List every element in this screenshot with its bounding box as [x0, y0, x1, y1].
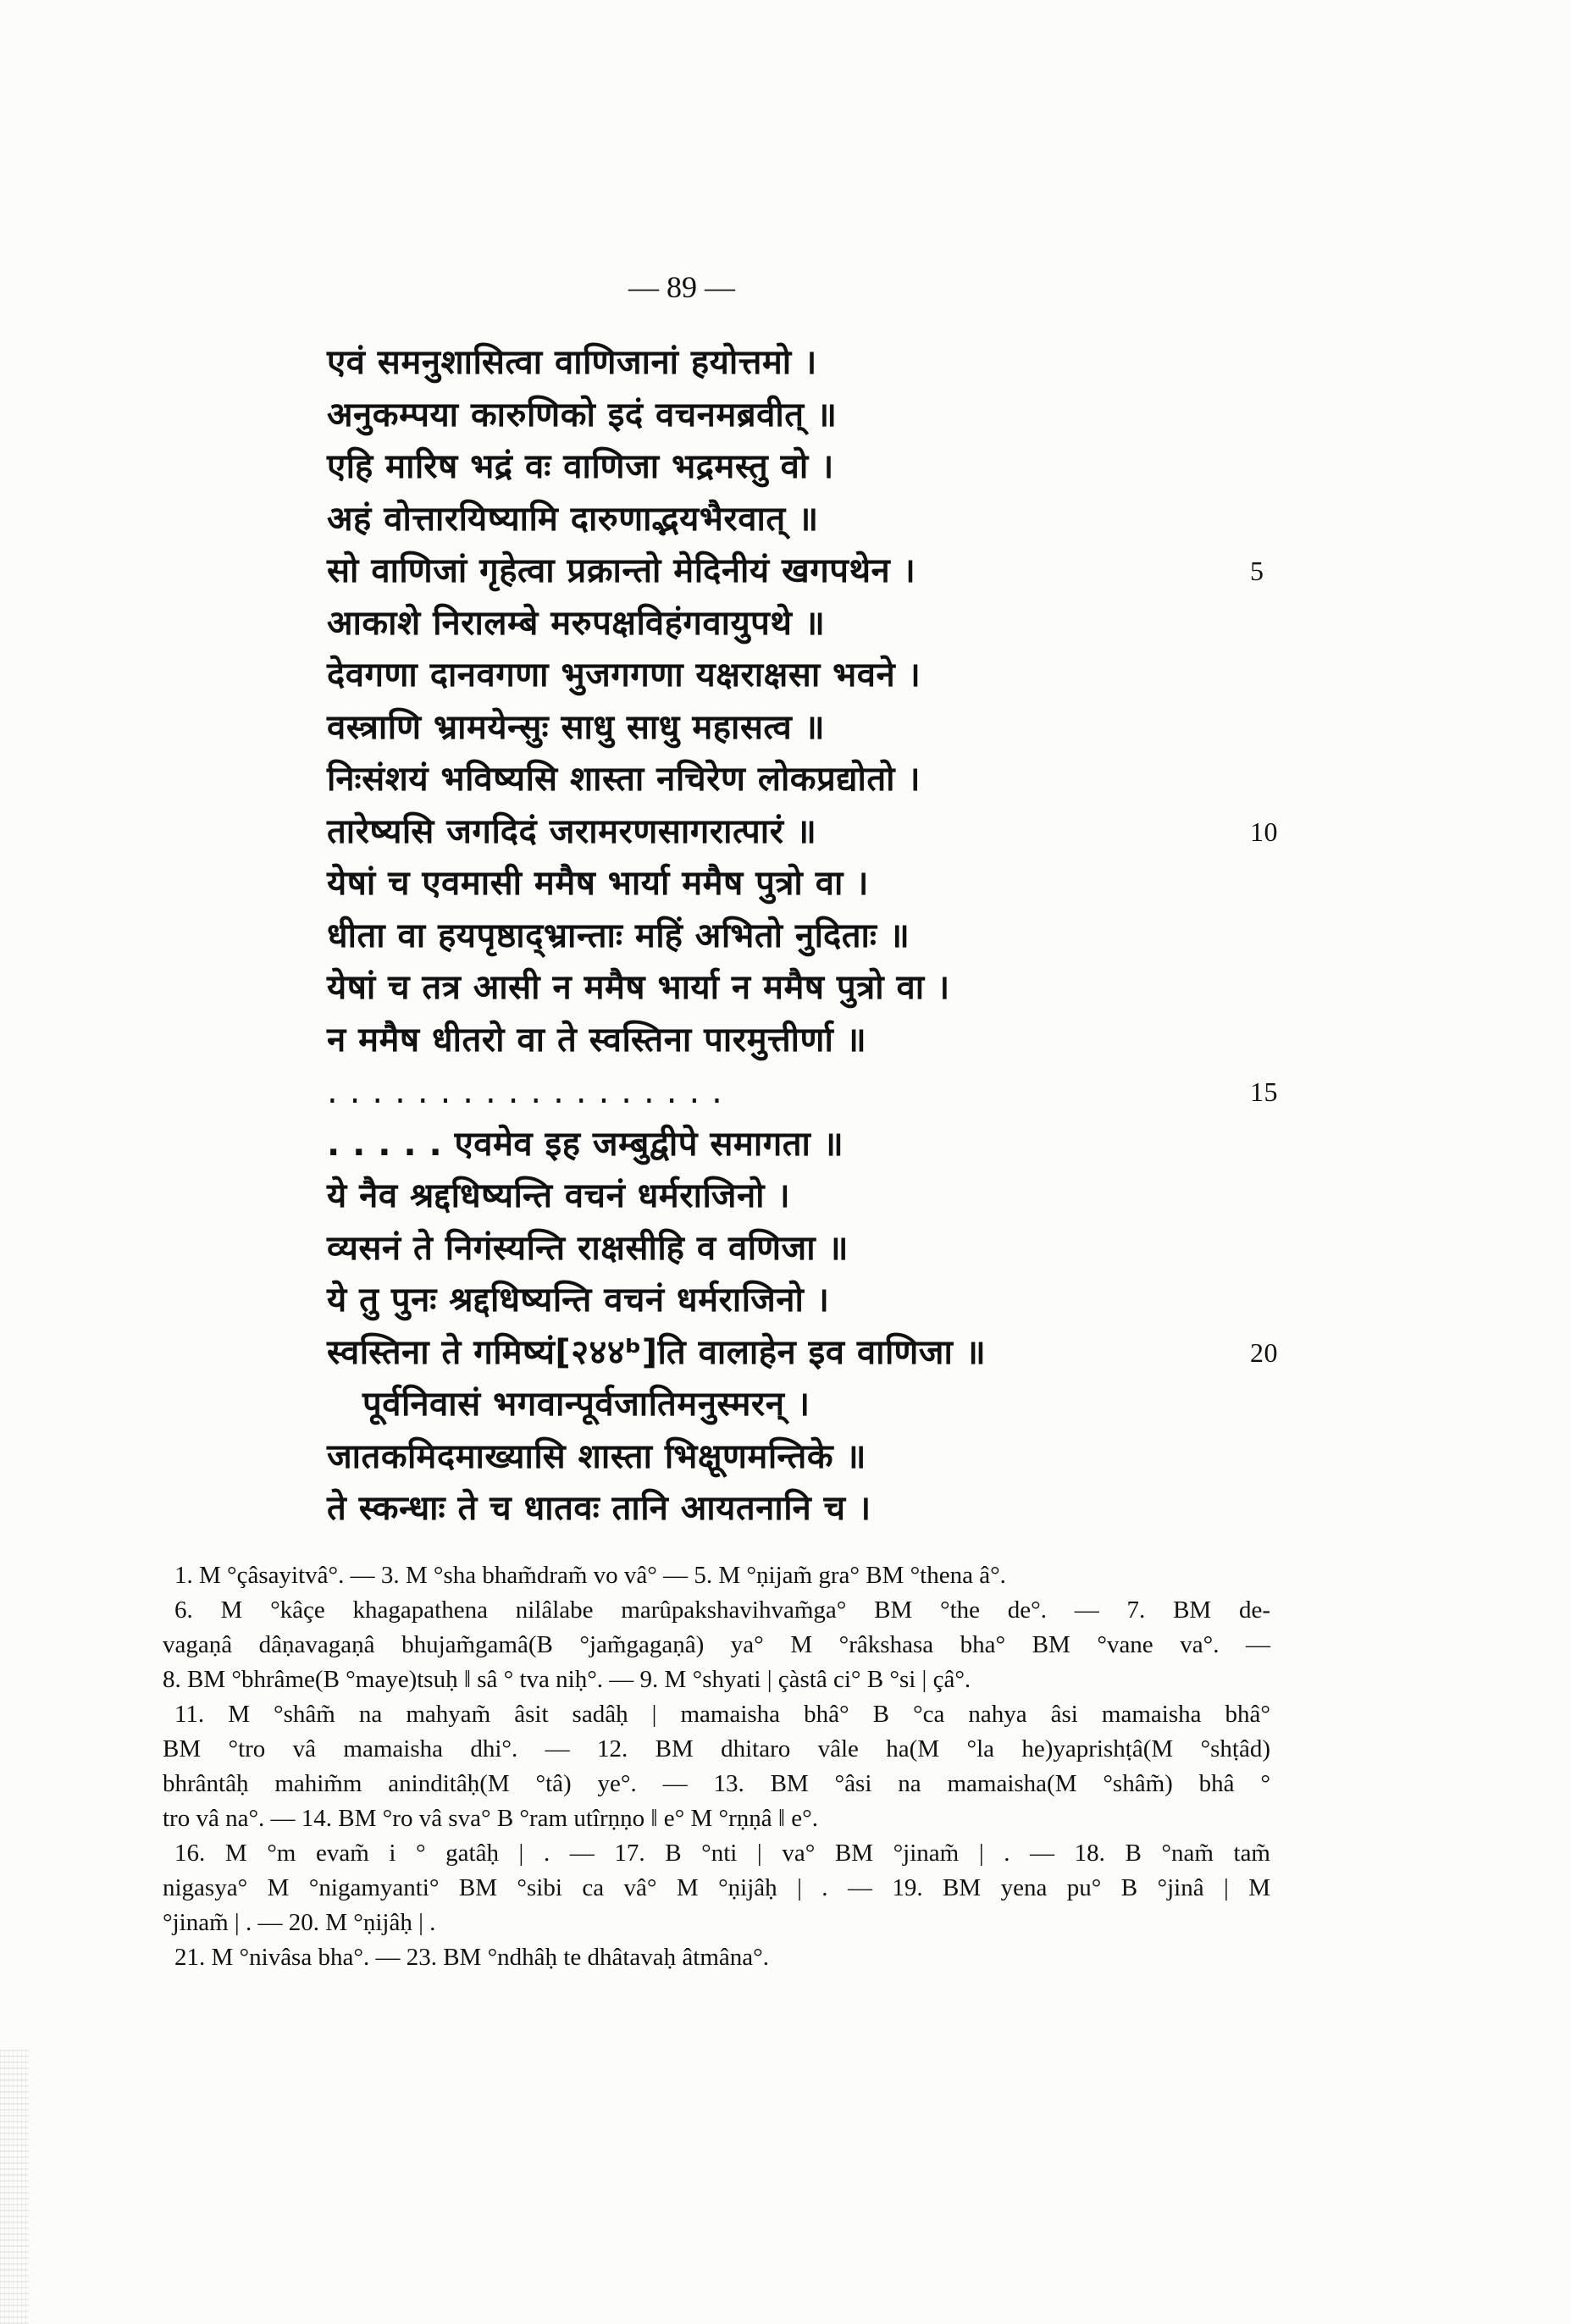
verse-line: [327, 1170, 1292, 1223]
verse-line: [327, 1431, 1292, 1484]
verse-text: सो वाणिजां गृहेत्वा प्रक्रान्तो मेदिनीयं खगपथेन ।: [327, 551, 916, 590]
verse-text: न ममैष धीतरो वा ते स्वस्तिना पारमुत्तीर्णा ॥: [327, 1020, 867, 1060]
footnote-line: vagaṇâ dâṇavagaṇâ bhujam̃gamâ(B °jam̃gagaṇâ) ya° M °râkshasa bha° BM °vane va°. —: [163, 1631, 1270, 1658]
verse-text: पूर्वनिवासं भगवान्पूर्वजातिमनुस्मरन् ।: [362, 1385, 810, 1424]
verse-text: एहि मारिष भद्रं वः वाणिजा भद्रमस्तु वो ।: [327, 447, 834, 486]
verse-line: [327, 1066, 1292, 1119]
verse-text: ..................: [327, 1072, 734, 1111]
verse-text: व्यसनं ते निगंस्यन्ति राक्षसीहि व वणिजा ॥: [327, 1228, 849, 1268]
verse-text: स्वस्तिना ते गमिष्यं[२४४ᵇ]ति वालाहेन इव वाणिजा ॥: [327, 1332, 987, 1372]
footnote-line: 11. M °shâm̃ na mahyam̃ âsit sadâḥ | mamaisha bhâ° B °ca nahya âsi mamaisha bhâ°: [174, 1701, 1270, 1728]
verse-line: [327, 494, 1292, 546]
verse-line: [327, 858, 1292, 910]
footnote-line: 6. M °kâçe khagapathena nilâlabe marûpakshavihvam̃ga° BM °the de°. — 7. BM de-: [174, 1596, 1270, 1624]
line-number: 5: [1250, 556, 1264, 586]
verse-line: [327, 910, 1292, 963]
footnote-line: 21. M °nivâsa bha°. — 23. BM °ndhâḥ te dhâtavaḥ âtmâna°.: [174, 1944, 769, 1971]
footnote-line: nigasya° M °nigamyanti° BM °sibi ca vâ° M °ṇijâḥ | . — 19. BM yena pu° B °jinâ | M: [163, 1874, 1270, 1901]
footnote-line: 16. M °m evam̃ i ° gatâḥ | . — 17. B °nti | va° BM °jinam̃ | . — 18. B °nam̃ tam̃: [174, 1840, 1270, 1867]
verse-line: [327, 806, 1292, 859]
verse-line: [327, 1275, 1292, 1327]
verse-text: एवं समनुशासित्वा वाणिजानां हयोत्तमो ।: [327, 343, 817, 382]
verse-line: [327, 1223, 1292, 1275]
footnote-line: 8. BM °bhrâme(B °maye)tsuḥ ‖ sâ ° tva niḥ°. — 9. M °shyati | çàstâ ci° B °si | çâ°.: [163, 1666, 971, 1693]
footnote-line: BM °tro vâ mamaisha dhi°. — 12. BM dhitaro vâle ha(M °la he)yaprishṭâ(M °shṭâd): [163, 1735, 1270, 1762]
line-number: 10: [1250, 816, 1278, 847]
verse-text: . . . . . एवमेव इह जम्बुद्वीपे समागता ॥: [327, 1124, 844, 1164]
verse-text: येषां च एवमासी ममैष भार्या ममैष पुत्रो वा ।: [327, 864, 869, 903]
verse-text: जातकमिदमाख्यासि शास्ता भिक्षूणमन्तिके ॥: [327, 1436, 866, 1476]
verse-line: [327, 390, 1292, 442]
verse-line: [327, 702, 1292, 755]
verse-block: [327, 337, 1292, 1536]
verse-text: तारेष्यसि जगदिदं जरामरणसागरात्पारं ॥: [327, 811, 817, 851]
verse-line: [327, 1483, 1292, 1536]
footnote-line: °jinam̃ | . — 20. M °ṇijâḥ | .: [163, 1909, 436, 1936]
line-number: 15: [1250, 1076, 1278, 1107]
verse-text: धीता वा हयपृष्ठाद्भ्रान्ताः महिं अभितो नुदिताः ॥: [327, 916, 910, 955]
page-number: — 89 —: [628, 270, 735, 304]
footnotes-block: [163, 1558, 1270, 1975]
verse-line: [327, 441, 1292, 494]
verse-line: [327, 545, 1292, 598]
footnote-line: tro vâ na°. — 14. BM °ro vâ sva° B °ram utîrṇṇo ‖ e° M °rṇṇâ ‖ e°.: [163, 1805, 818, 1832]
verse-text: देवगणा दानवगणा भुजगगणा यक्षराक्षसा भवने ।: [327, 656, 921, 694]
verse-line: [327, 754, 1292, 806]
verse-text: अहं वोत्तारयिष्यामि दारुणाद्भयभैरवात् ॥: [327, 499, 819, 539]
verse-text: आकाशे निरालम्बे मरुपक्षविहंगवायुपथे ॥: [327, 603, 826, 643]
verse-line: [327, 337, 1292, 390]
line-number: 20: [1250, 1336, 1278, 1368]
verse-text: अनुकम्पया कारुणिको इदं वचनमब्रवीत् ॥: [327, 395, 838, 434]
verse-text: वस्त्राणि भ्रामयेन्सुः साधु साधु महासत्व ॥: [327, 707, 826, 747]
verse-line: [327, 1327, 1292, 1380]
verse-line: [327, 598, 1292, 650]
verse-line: [327, 1119, 1292, 1171]
verse-line: [327, 962, 1292, 1015]
verse-text: ये तु पुनः श्रद्दधिष्यन्ति वचनं धर्मराजिनो ।: [327, 1281, 830, 1320]
verse-line: [327, 1015, 1292, 1067]
verse-text: ये नैव श्रद्दधिष्यन्ति वचनं धर्मराजिनो ।: [327, 1176, 791, 1215]
scan-edge-noise: [0, 2050, 29, 2324]
verse-text: येषां च तत्र आसी न ममैष भार्या न ममैष पुत्रो वा ।: [327, 968, 950, 1007]
verse-line: [327, 1379, 1292, 1431]
footnote-line: 1. M °çâsayitvâ°. — 3. M °sha bham̃dram̃ vo vâ° — 5. M °ṇijam̃ gra° BM °thena â°.: [174, 1562, 1006, 1589]
verse-text: निःसंशयं भविष्यसि शास्ता नचिरेण लोकप्रद्योतो ।: [327, 760, 921, 799]
footnote-line: bhrântâḥ mahim̃m aninditâḥ(M °tâ) ye°. — 13. BM °âsi na mamaisha(M °shâm̃) bhâ °: [163, 1770, 1270, 1797]
verse-text: ते स्कन्धाः ते च धातवः तानि आयतनानि च ।: [327, 1489, 871, 1528]
verse-line: [327, 650, 1292, 702]
